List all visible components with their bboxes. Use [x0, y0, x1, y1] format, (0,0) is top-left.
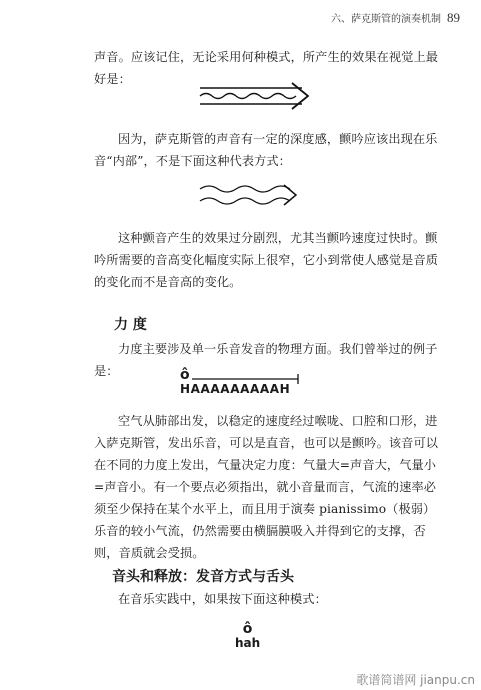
site-watermark: 歌谱简谱网 jianpu.cn — [356, 673, 475, 687]
vibrato-wide-diagram — [196, 180, 300, 210]
running-header — [0, 10, 460, 26]
paragraph-5: 空气从肺部出发，以稳定的速度经过喉咙、口腔和口形，进入萨克斯管，发出乐音，可以是直音，也可以是颤吟。该音可以在不同的力度上发出，气量决定力度：气量大=声音大，气量小=声音小。有一个要点必须指出，就小音量而言，气流的速率必须至少保持在某个水平上，而且用于演奏 pianissimo（极弱）乐音的较小气流，仍然需要由横膈膜吸入并得到它的支撑，否则，音质就会受损。 — [94, 414, 439, 560]
short-tone-text: hah — [235, 636, 261, 650]
paragraph-2: 因为，萨克斯管的声音有一定的深度感，颤吟应该出现在乐音“内部”，不是下面这种代表方式： — [94, 132, 438, 168]
long-tone-text: HAAAAAAAAAH — [180, 382, 291, 396]
heading-attack-release: 音头和释放：发音方式与舌头 — [112, 569, 294, 585]
breath-mark-icon: ô — [242, 621, 253, 637]
short-tone-example — [235, 622, 260, 650]
paragraph-6: 在音乐实践中，如果按下面这种模式： — [118, 592, 327, 606]
vibrato-inside-diagram — [196, 80, 312, 114]
paragraph-1: 声音。应该记住，无论采用何种模式，所产生的效果在视觉上最好是： — [94, 50, 439, 86]
breath-mark-icon: ô — [180, 367, 190, 383]
paragraph-4: 力度主要涉及单一乐音发音的物理方面。我们曾举过的例子是： — [94, 342, 438, 378]
page-number: 89 — [447, 10, 460, 25]
paragraph-3: 这种颤音产生的效果过分剧烈，尤其当颤吟速度过快时。颤吟所需要的音高变化幅度实际上很窄，它小到常使人感觉是音质的变化而不是音高的变化。 — [94, 231, 439, 289]
chapter-title: 六、萨克斯管的演奏机制 — [331, 14, 441, 25]
heading-dynamics: 力 度 — [114, 317, 147, 333]
long-tone-example — [180, 368, 290, 396]
sustain-line — [192, 374, 304, 384]
